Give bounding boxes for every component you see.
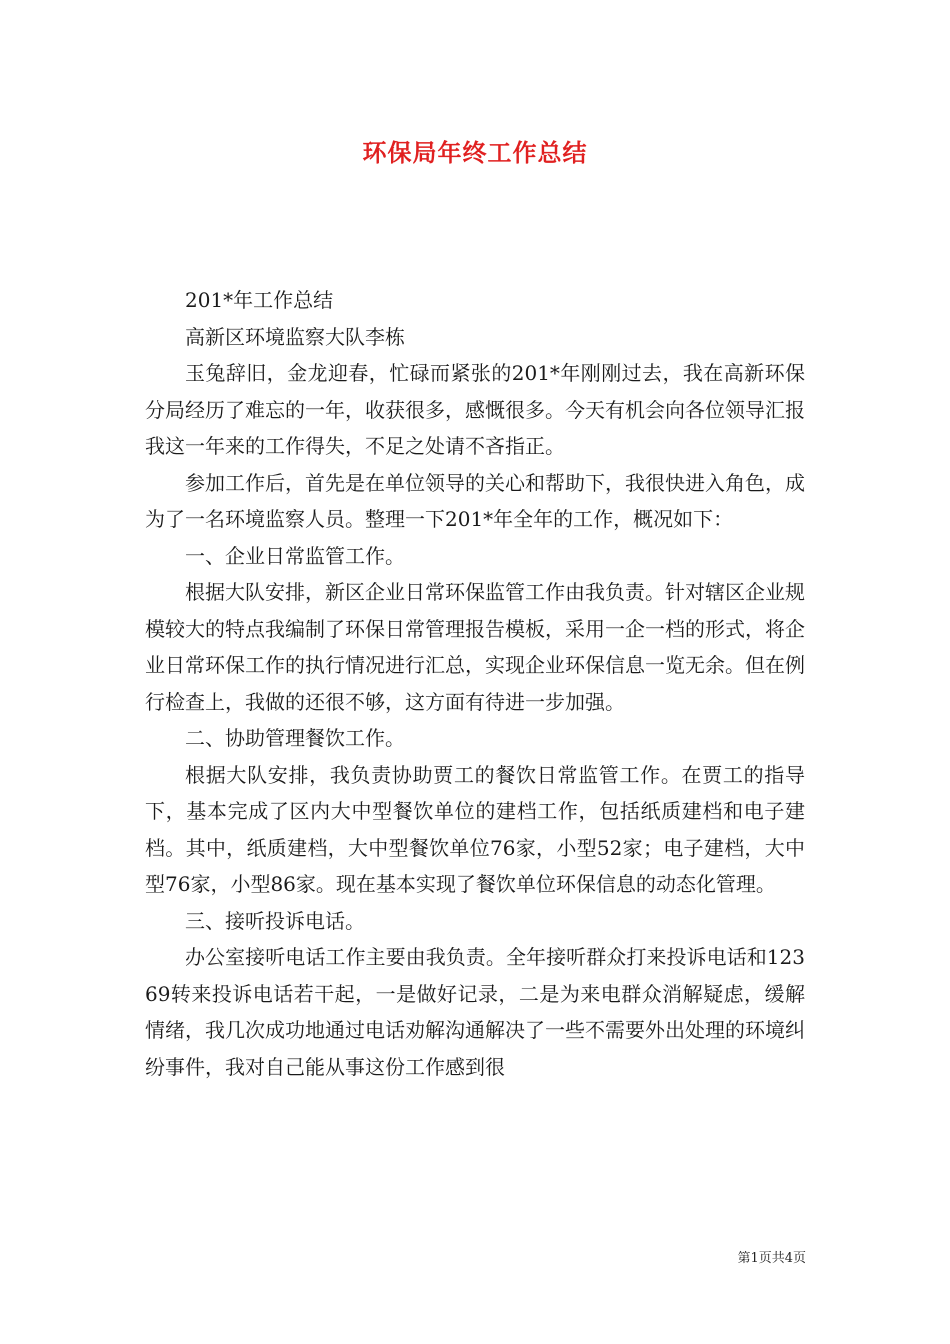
document-body bbox=[145, 282, 805, 1085]
section-heading-1: 一、企业日常监管工作。 bbox=[185, 543, 405, 568]
paragraph-intro: 玉兔辞旧，金龙迎春，忙碌而紧张的201*年刚刚过去，我在高新环保分局经历了难忘的一年，收获很多，感慨很多。今天有机会向各位领导汇报我这一年来的工作得失，不足之处请不吝指正。 bbox=[145, 361, 805, 458]
paragraph-overview: 参加工作后，首先是在单位领导的关心和帮助下，我很快进入角色，成为了一名环境监察人员。整理一下201*年全年的工作，概况如下： bbox=[145, 470, 805, 531]
paragraph-author: 高新区环境监察大队李栋 bbox=[185, 324, 405, 349]
section-heading-2: 二、协助管理餐饮工作。 bbox=[185, 726, 405, 750]
paragraph-section-2: 根据大队安排，我负责协助贾工的餐饮日常监管工作。在贾工的指导下，基本完成了区内大中型餐饮单位的建档工作，包括纸质建档和电子建档。其中，纸质建档，大中型餐饮单位76家，小型52家；电子建档，大中型76家，小型86家。现在基本实现了餐饮单位环保信息的动态化管理。 bbox=[145, 762, 805, 896]
document-title: 环保局年终工作总结 bbox=[362, 138, 588, 167]
paragraph-heading-year: 201*年工作总结 bbox=[185, 288, 334, 312]
paragraph-section-1: 根据大队安排，新区企业日常环保监管工作由我负责。针对辖区企业规模较大的特点我编制了环保日常管理报告模板，采用一企一档的形式，将企业日常环保工作的执行情况进行汇总，实现企业环保信息一览无余。但在例行检查上，我做的还很不够，这方面有待进一步加强。 bbox=[145, 580, 805, 714]
paragraph-section-3: 办公室接听电话工作主要由我负责。全年接听群众打来投诉电话和12369转来投诉电话若干起，一是做好记录，二是为来电群众消解疑虑，缓解情绪，我几次成功地通过电话劝解沟通解决了一些不需要外出处理的环境纠纷事件，我对自己能从事这份工作感到很 bbox=[145, 945, 805, 1079]
page-number-footer: 第1页共4页 bbox=[737, 1251, 806, 1266]
section-heading-3: 三、接听投诉电话。 bbox=[185, 908, 365, 933]
